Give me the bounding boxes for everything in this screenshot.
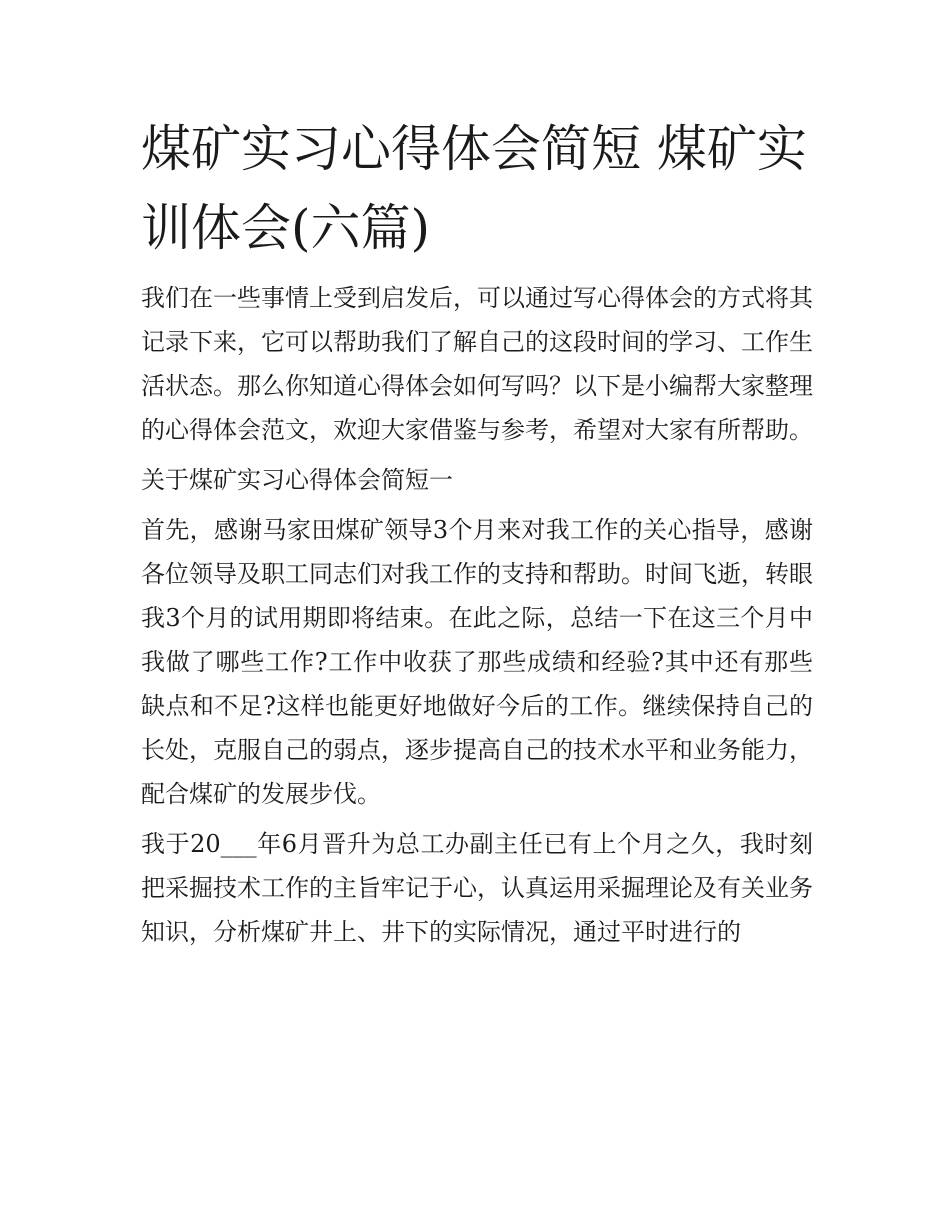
intro-paragraph: 我们在一些事情上受到启发后，可以通过写心得体会的方式将其记录下来，它可以帮助我们了解自己的这段时间的学习、工作生活状态。那么你知道心得体会如何写吗？以下是小编帮大家整理的心得体会范文，欢迎大家借鉴与参考，希望对大家有所帮助。 <box>141 284 813 444</box>
document-title: 煤矿实习心得体会简短 煤矿实训体会(六篇) <box>141 120 807 257</box>
document-page <box>141 110 813 960</box>
body-paragraph-1: 首先，感谢马家田煤矿领导3个月来对我工作的关心指导，感谢各位领导及职工同志们对我工作的支持和帮助。时间飞逝，转眼我3个月的试用期即将结束。在此之际，总结一下在这三个月中我做了哪些工作?工作中收获了那些成绩和经验?其中还有那些缺点和不足?这样也能更好地做好今后的工作。继续保持自己的长处，克服自己的弱点，逐步提高自己的技术水平和业务能力，配合煤矿的发展步伐。 <box>141 516 813 808</box>
body-paragraph-2: 我于20___年6月晋升为总工办副主任已有上个月之久，我时刻把采掘技术工作的主旨牢记于心，认真运用采掘理论及有关业务知识，分析煤矿井上、井下的实际情况，通过平时进行的 <box>141 830 813 946</box>
section-heading: 关于煤矿实习心得体会简短一 <box>141 466 453 494</box>
